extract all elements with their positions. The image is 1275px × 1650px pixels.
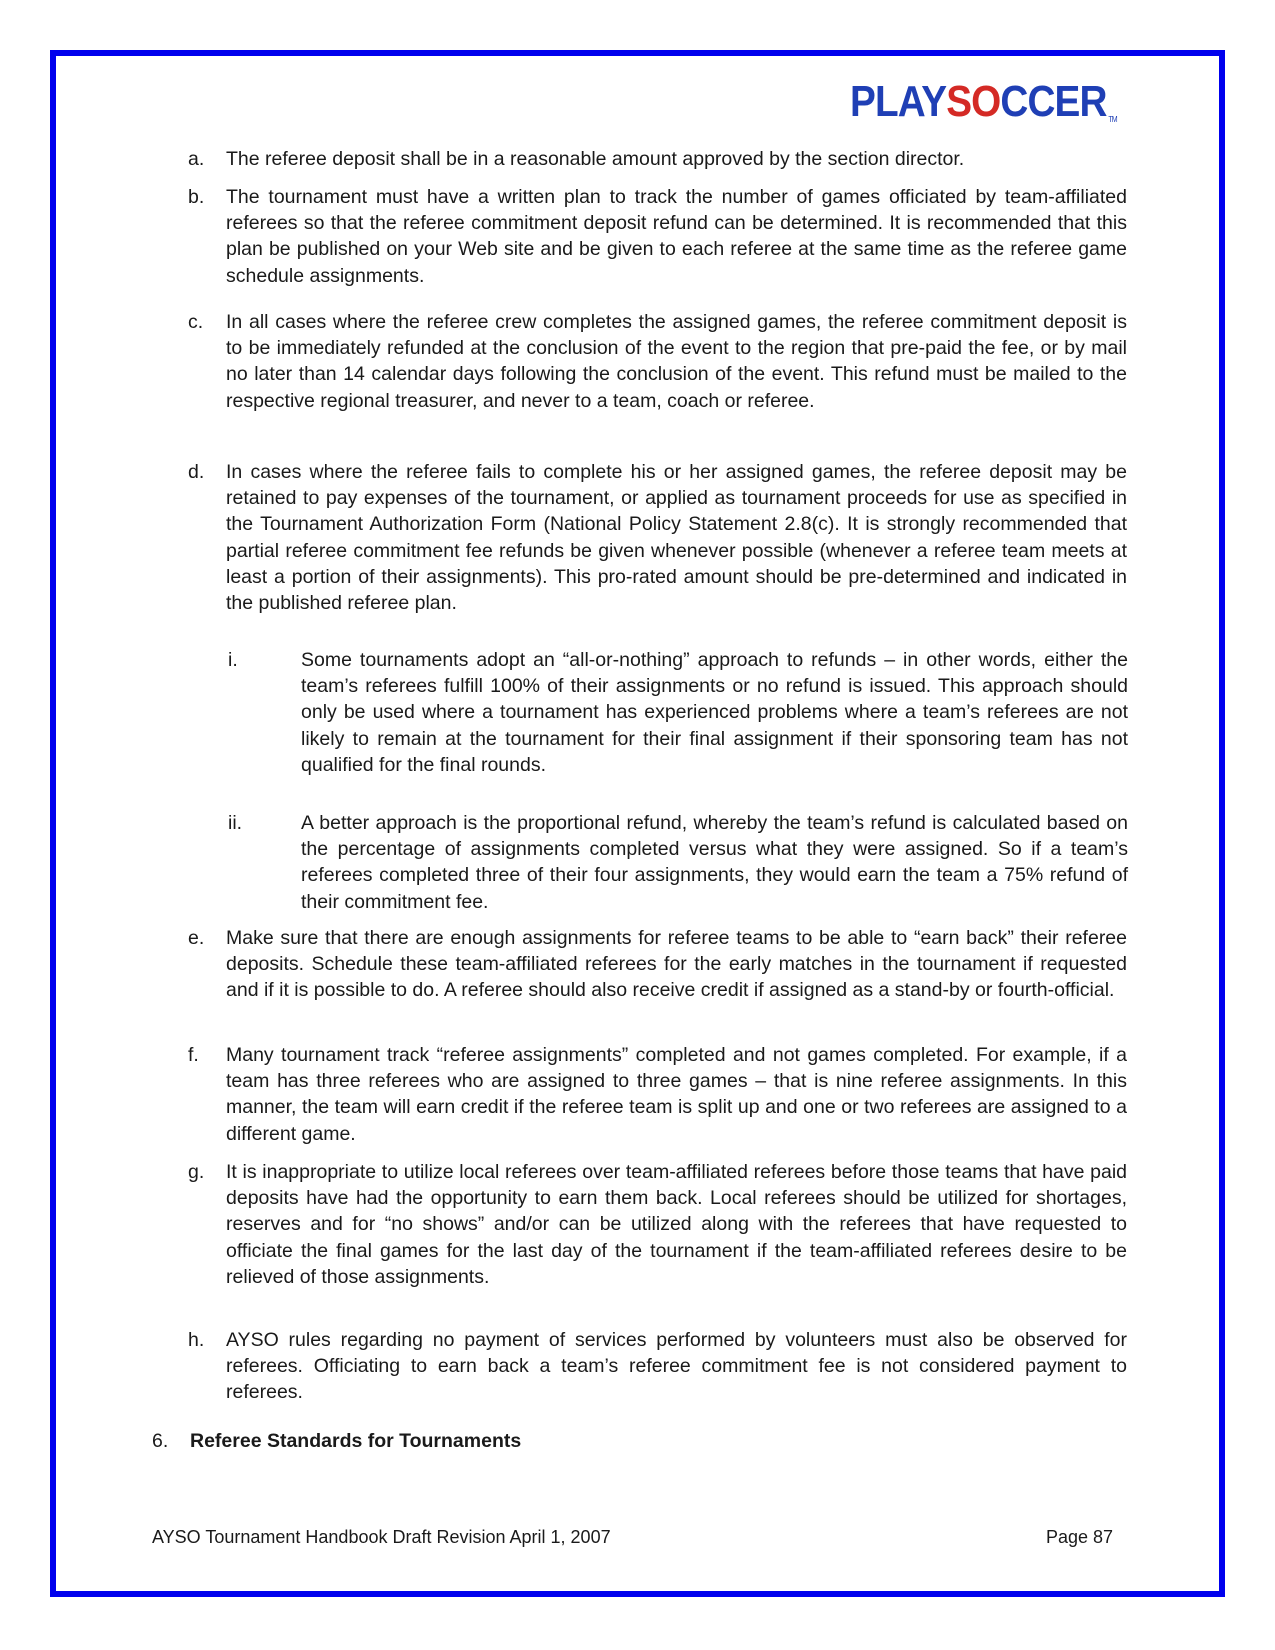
section-title: Referee Standards for Tournaments [190,1430,522,1452]
list-item-text: In cases where the referee fails to complete his or her assigned games, the referee deposit may be retained to pay expenses of the tournament, or applied as tournament proceeds for use as specified in the Tournament Authorization Form (National Policy Statement 2.8(c). It is strongly recommended that partial referee commitment fee refunds be given whenever possible (whenever a referee team meets at least a portion of their assignments). This pro-rated amount should be pre-determined and indicated in the published referee plan. [226,461,1127,615]
playsoccer-logo [850,77,1117,126]
trademark-symbol: TM [1108,115,1117,124]
list-marker: g. [188,1161,205,1183]
list-item-text: The tournament must have a written plan to track the number of games officiated by team-affiliated referees so that the referee commitment deposit refund can be determined. It is recommended that this plan be published on your Web site and be given to each referee at the same time as the referee game schedule assignments. [226,186,1127,287]
list-item-text: Make sure that there are enough assignments for referee teams to be able to “earn back” their referee deposits. Schedule these team-affiliated referees for the early matches in the tournament if requested and if it is possible to do. A referee should also receive credit if assigned as a stand-by or fourth-official. [226,927,1127,1002]
list-item-text: Many tournament track “referee assignments” completed and not games completed. For example, if a team has three referees who are assigned to three games – that is nine referee assignments. In this manner, the team will earn credit if the referee team is split up and one or two referees are assigned to a different game. [226,1044,1127,1145]
list-marker: d. [188,461,205,483]
footer-page-number: Page 87 [1046,1527,1114,1547]
list-marker: b. [188,186,205,208]
list-marker: ii. [228,812,243,834]
list-item-text: The referee deposit shall be in a reasonable amount approved by the section director. [226,148,965,170]
list-item-text: It is inappropriate to utilize local referees over team-affiliated referees before those teams that have paid deposits have had the opportunity to earn them back. Local referees should be utilized for shortages, reserves and for “no shows” and/or can be utilized along with the referees that have requested to officiate the final games for the last day of the tournament if the team-affiliated referees desire to be relieved of those assignments. [226,1161,1127,1288]
list-marker: h. [188,1329,205,1351]
list-marker: f. [188,1044,199,1066]
list-marker: e. [188,927,205,949]
logo-part-so: SO [946,77,1001,126]
footer-document-title: AYSO Tournament Handbook Draft Revision April 1, 2007 [152,1527,611,1547]
list-item-text: Some tournaments adopt an “all-or-nothing” approach to refunds – in other words, either the team’s referees fulfill 100% of their assignments or no refund is issued. This approach should only be used where a tournament has experienced problems where a team’s referees are not likely to remain at the tournament for their final assignment if their sponsoring team has not qualified for the final rounds. [301,649,1128,776]
list-marker: i. [228,649,238,671]
logo-part-play: PLAY [850,77,947,126]
logo-part-ccer: CCER [1000,77,1107,126]
list-item-text: In all cases where the referee crew completes the assigned games, the referee commitment deposit is to be immediately refunded at the conclusion of the event to the region that pre-paid the fee, or by mail no later than 14 calendar days following the conclusion of the event. This refund must be mailed to the respective regional treasurer, and never to a team, coach or referee. [226,311,1127,412]
list-item-text: AYSO rules regarding no payment of services performed by volunteers must also be observed for referees. Officiating to earn back a team’s referee commitment fee is not considered payment to referees. [226,1329,1127,1404]
section-number: 6. [152,1430,169,1452]
list-marker: c. [188,311,204,333]
list-marker: a. [188,148,205,170]
list-item-text: A better approach is the proportional refund, whereby the team’s refund is calculated based on the percentage of assignments completed versus what they were assigned. So if a team’s referees completed three of their four assignments, they would earn the team a 75% refund of their commitment fee. [301,812,1128,913]
